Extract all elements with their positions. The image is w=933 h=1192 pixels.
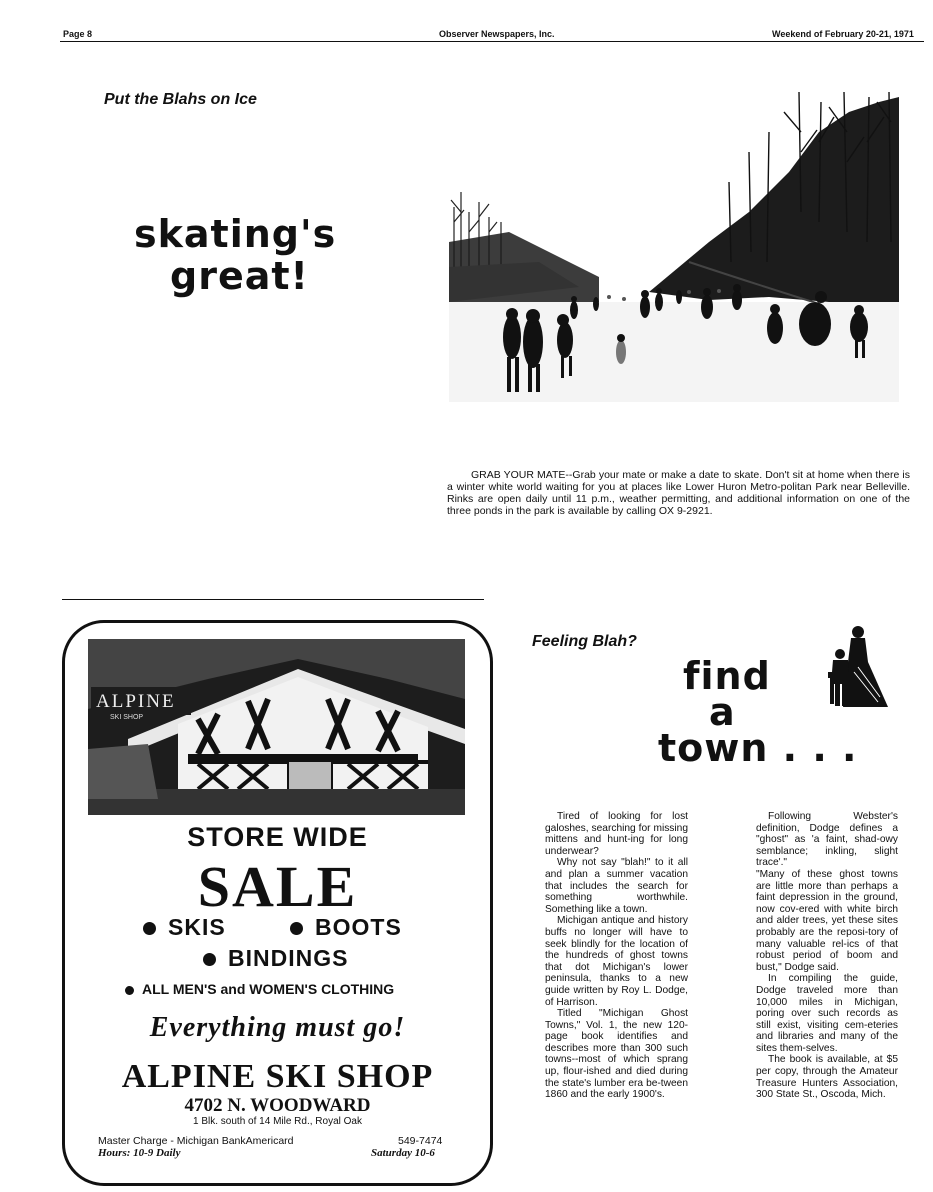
story1-headline-line1: skating's [134,212,337,256]
ad-item-clothing-label: ALL MEN'S and WOMEN'S CLOTHING [142,981,395,997]
ad-sale: SALE [197,854,358,919]
ad-hours: Hours: 10-9 Daily [98,1147,181,1159]
story1-caption [447,469,910,517]
ad-address: 4702 N. WOODWARD [184,1095,371,1116]
ad-item-skis [143,914,226,941]
ad-item-bindings [203,945,348,972]
ad-photo-sign: ALPINE [96,691,176,712]
story2-col1-paragraph: Tired of looking for lost galoshes, searching for missing mittens and hunt-ing for long underwear? [545,811,688,857]
story2-headline-line3: town . . . [658,726,858,770]
ad-item-boots-label: BOOTS [315,914,402,940]
story2-col1-paragraph: Why not say "blah!" to it all and plan a summer vacation that includes the search for something worthwhile. Something like a town. [545,857,688,915]
story1-headline-line2: great! [170,254,309,298]
page-number: Page 8 [63,29,93,39]
header-rule [60,41,924,42]
skating-photo [449,92,899,402]
story2-col2-paragraph: "Many of these ghost towns are little more than perhaps a faint depression in the ground, now cov-ered with white birch and alder trees, yet these sites probably are the reposi-tory of many valuable rel-ics of that robust period of boom and bust," Dodge said. [756,868,898,973]
section-rule [62,599,484,600]
bullet-icon [125,986,134,995]
story1-caption-text: GRAB YOUR MATE--Grab your mate or make a date to skate. Don't sit at home when there is a winter white world waiting for you at places like Lower Huron Metro-politan Park near Belleville. Rinks are open daily until 11 p.m., weather permitting, and additional information on one of the three ponds in the park is available by calling OX 9-2921. [447,469,910,517]
story2-column1 [545,811,688,1101]
alpine-ski-shop-ad [62,620,493,1186]
bullet-icon [143,922,156,935]
ad-item-bindings-label: BINDINGS [228,945,349,971]
ad-shop-name: ALPINE SKI SHOP [121,1058,434,1095]
ad-saturday-hours: Saturday 10-6 [371,1147,435,1159]
story2-col2-paragraph: In compiling the guide, Dodge traveled more than 10,000 miles in Michigan, poring over such records as still exist, visiting cem-eteries and libraries and many of the sites them-selves. [756,973,898,1054]
issue-date: Weekend of February 20-21, 1971 [772,29,914,39]
ad-cards: Master Charge - Michigan BankAmericard [98,1135,294,1147]
story2-col2-paragraph: The book is available, at $5 per copy, through the Amateur Treasure Hunters Association, 300 State St., Oscoda, Mich. [756,1054,898,1101]
bullet-icon [290,922,303,935]
bullet-icon [203,953,216,966]
ad-storewide: STORE WIDE [187,822,368,852]
ad-slogan: Everything must go! [149,1012,406,1043]
story2-headline-line1: find [683,654,771,698]
ad-directions: 1 Blk. south of 14 Mile Rd., Royal Oak [193,1116,362,1127]
ski-shop-photo [88,639,465,815]
story2-kicker: Feeling Blah? [532,633,637,650]
story2-col2-paragraph: Following Webster's definition, Dodge defines a "ghost" as 'a faint, shad-owy semblance; inkling, slight trace'." [756,811,898,869]
story2-col1-paragraph: Michigan antique and history buffs no longer will have to seek blindly for the location of the hundreds of ghost towns that dot Michigan's lower peninsula, thanks to a new guide written by Roy L. Dodge, of Harrison. [545,915,688,1008]
story2-headline-line2: a [709,690,736,734]
antique-couple-illustration [818,622,890,714]
story2-column2 [756,811,898,1101]
publisher-name: Observer Newspapers, Inc. [439,29,555,39]
ad-item-boots [290,914,402,941]
story2-col1-paragraph: Titled "Michigan Ghost Towns," Vol. 1, the new 120-page book identifies and describes more than 300 such towns--most of which sprang up, flour-ished and died during the state's lumber era be-tween 1860 and the early 1900's. [545,1008,688,1101]
story1-kicker: Put the Blahs on Ice [104,91,257,108]
ad-item-clothing [125,981,394,997]
ad-phone: 549-7474 [398,1135,443,1147]
ad-photo-sign-sub: SKI SHOP [110,714,144,721]
ad-item-skis-label: SKIS [168,914,226,940]
